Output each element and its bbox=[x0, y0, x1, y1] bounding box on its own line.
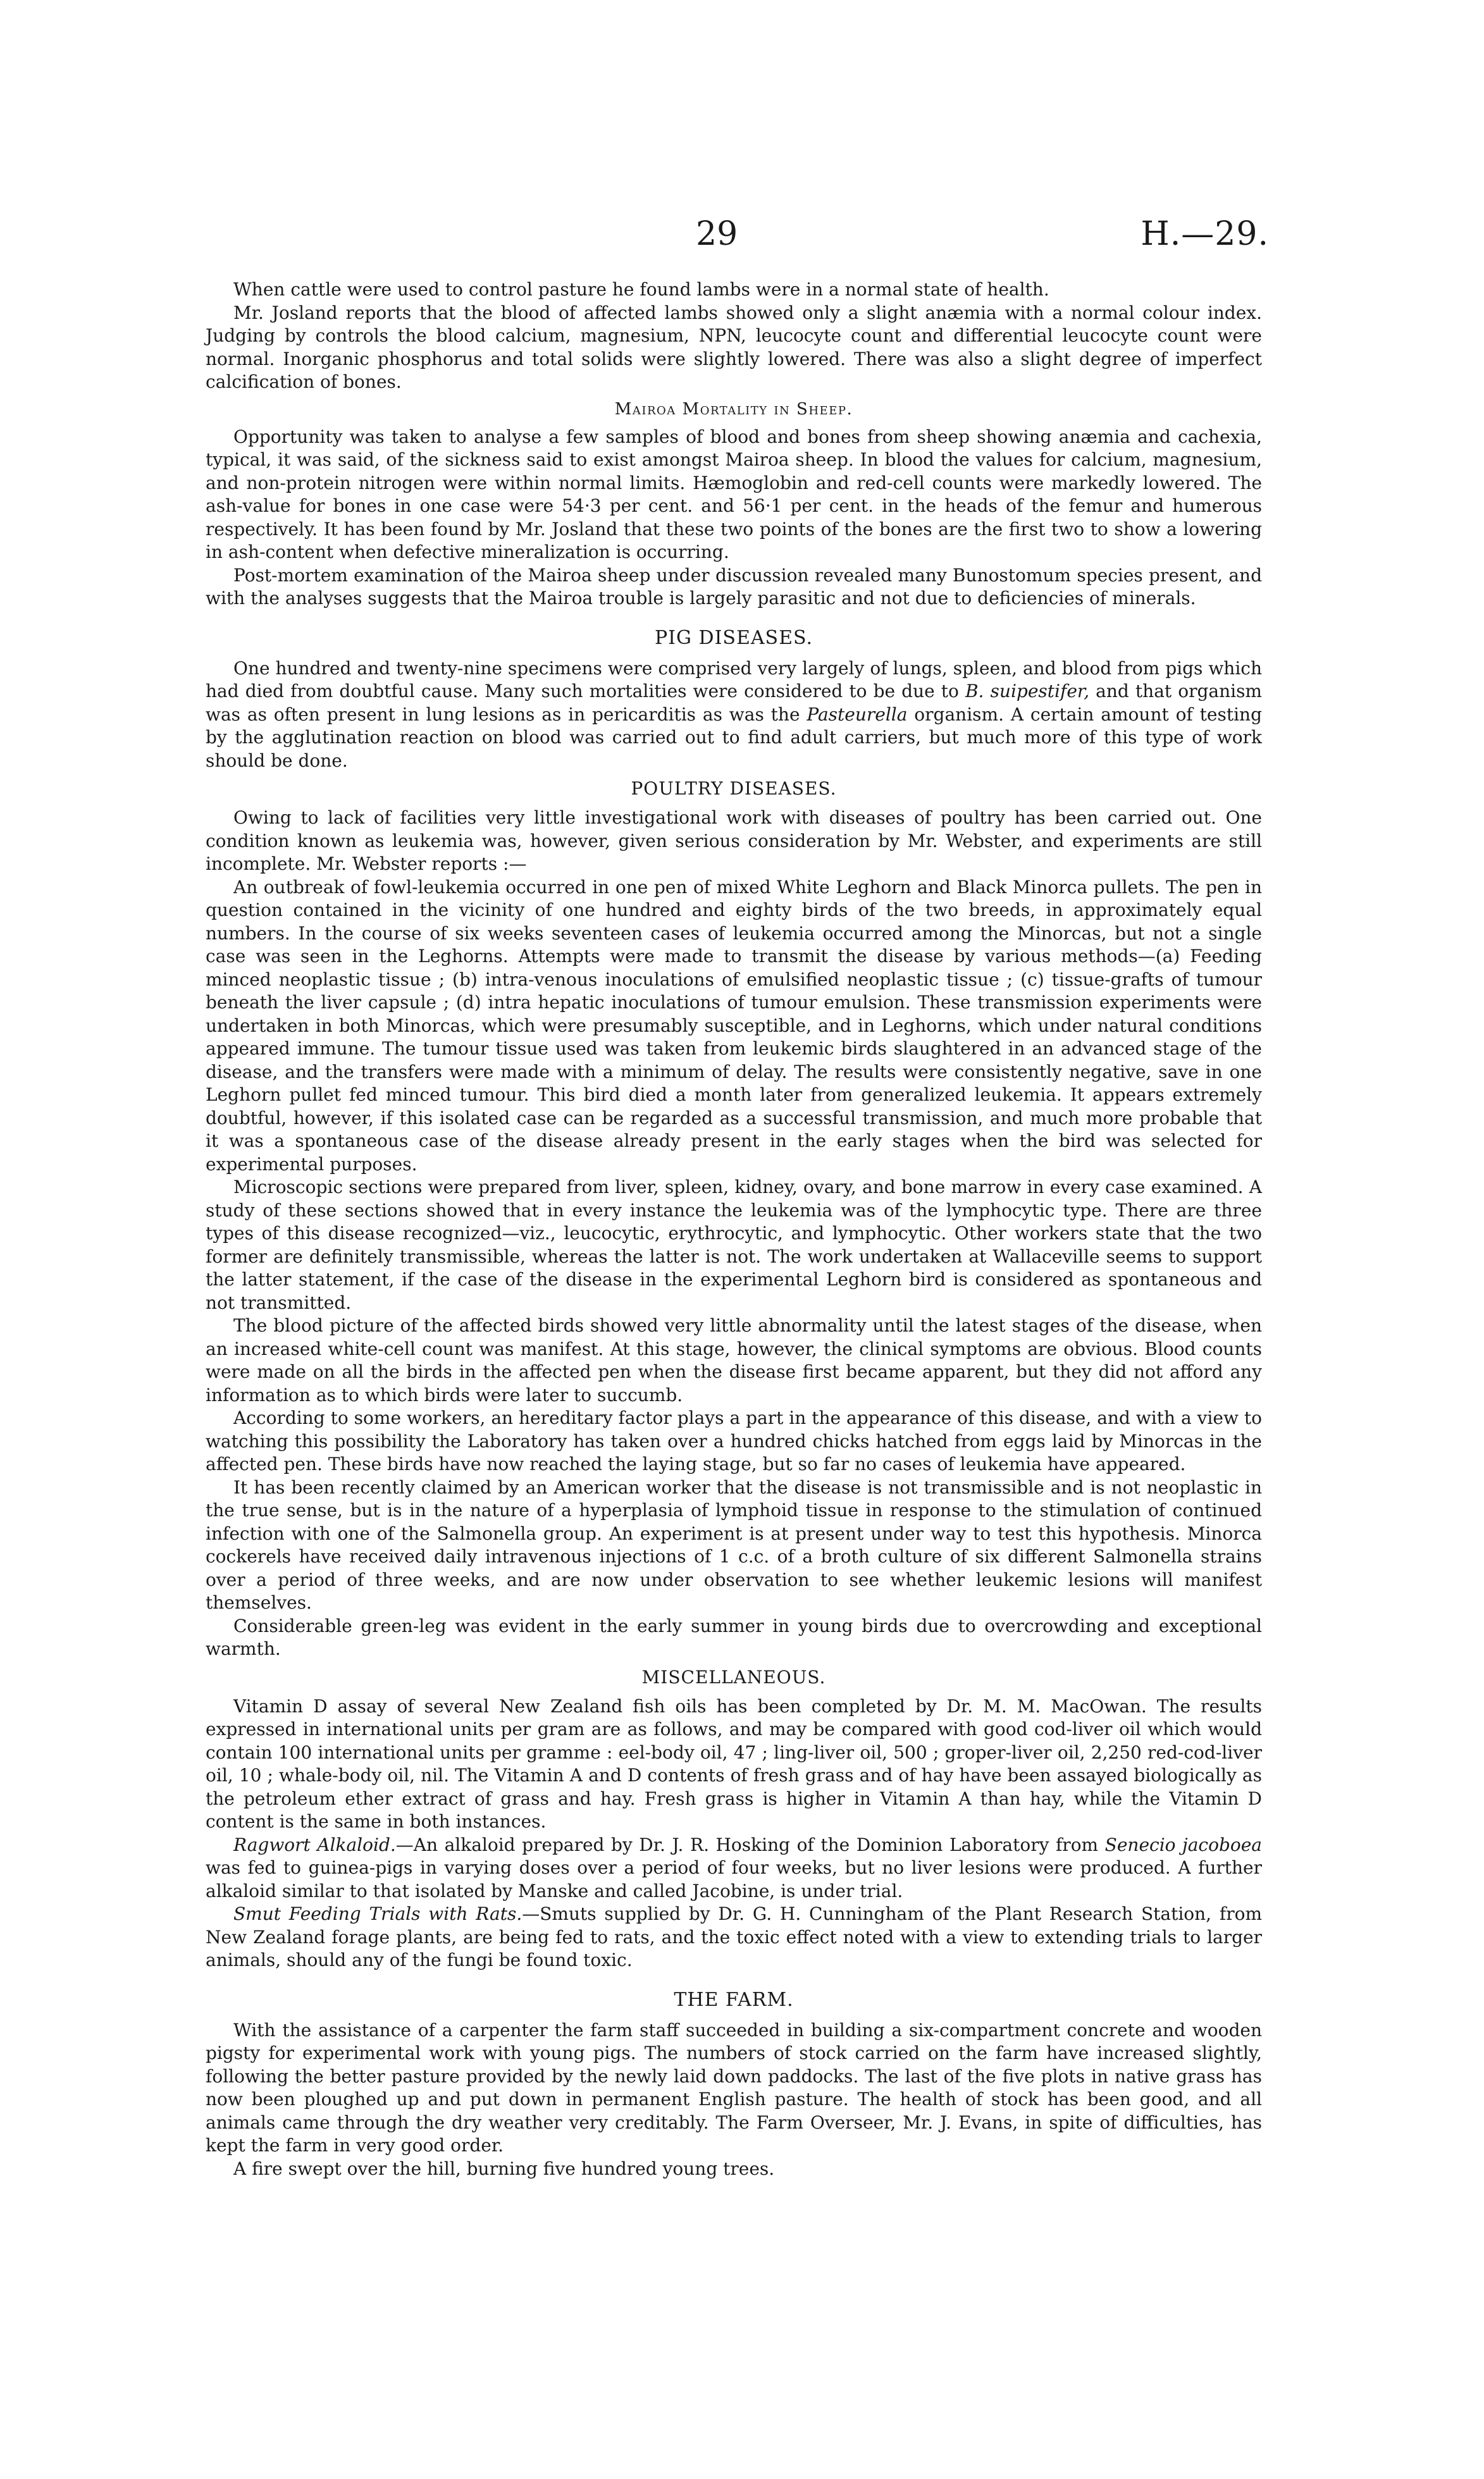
section-heading-pig-diseases: PIG DISEASES. bbox=[654, 626, 813, 649]
text-run: organism. A certain amount of testing by the agglutination reaction on blood was carried out to find adult carriers, but much more of this type of work should be done. bbox=[206, 703, 1262, 771]
text-run: (a) Feeding minced neoplastic tissue ; (b) intra-venous inoculations of emulsified neoplastic tissue ; (c) tissue-grafts of tumour beneath the liver capsule ; (d) intra hepatic inoculations of tumour emulsion. These transmission experiments were undertaken in both Minorcas, which were presumably susceptible, and in Leghorns, which under natural conditions appeared immune. The tumour tissue used was taken from leukemic birds slaughtered in an advanced stage of the disease, and the transfers were made with a minimum of delay. The results were consistently negative, save in one Leghorn pullet fed minced tumour. This bird died a month later from generalized leukemia. It appears extremely doubtful, however, if this isolated case can be regarded as a successful transmission, and much more probable that it was a spontaneous case of the disease already present in the early stages when the bird was selected for experimental purposes. bbox=[206, 946, 1262, 1175]
text-run: One hundred and twenty-nine specimens were comprised very largely of lungs, spleen, and blood from pigs which had died from doubtful cause. Many such mortalities were considered to be due to bbox=[206, 657, 1262, 702]
paragraph: Owing to lack of facilities very little investigational work with diseases of poultry has been carried out. One condition known as leukemia was, however, given serious consideration by Mr. Webster, and experiments are still incomplete. Mr. Webster reports :— bbox=[206, 807, 1262, 874]
paragraph bbox=[206, 1903, 1262, 1972]
text-run: —Smuts supplied by Dr. G. H. Cunningham of the Plant Research Station, from New Zealand forage plants, are being fed to rats, and the toxic effect noted with a view to extending trials to larger animals, should any of the fungi be found toxic. bbox=[206, 1903, 1263, 1970]
italic-run: Pasteurella bbox=[807, 703, 908, 725]
page-reference: H.—29. bbox=[1141, 215, 1269, 253]
paragraph: Considerable green-leg was evident in the early summer in young birds due to overcrowding and exceptional warmth. bbox=[206, 1615, 1262, 1659]
text-run: An outbreak of fowl-leukemia occurred in one pen of mixed White Leghorn and Black Minorca pullets. The pen in question contained in the vicinity of one hundred and eighty birds of the two breeds, in approximately equal numbers. In the course of six weeks seventeen cases of leukemia occurred among the Minorcas, but not a single case was seen in the Leghorns. Attempts were made to transmit the disease by various methods— bbox=[206, 876, 1262, 967]
paragraph bbox=[206, 1834, 1262, 1903]
paragraph: According to some workers, an hereditary factor plays a part in the appearance of this disease, and with a view to watching this possibility the Laboratory has taken over a hundred chicks hatched from eggs laid by Minorcas in the affected pen. These birds have now reached the laying stage, but so far no cases of leukemia have appeared. bbox=[206, 1407, 1262, 1474]
section-heading-mairoa: Mairoa Mortality in Sheep. bbox=[614, 399, 853, 419]
paragraph: Opportunity was taken to analyse a few samples of blood and bones from sheep showing anæmia and cachexia, typical, it was said, of the sickness said to exist amongst Mairoa sheep. In blood the values for calcium, magnesium, and non-protein nitrogen were within normal limits. Hæmoglobin and red-cell counts were markedly lowered. The ash-value for bones in one case were 54·3 per cent. and 56·1 per cent. in the heads of the femur and humerous respectively. It has been found by Mr. Josland that these two points of the bones are the first two to show a lowering in ash-content when defective mineralization is occurring. bbox=[206, 426, 1262, 562]
section-heading-the-farm: THE FARM. bbox=[674, 1988, 794, 2011]
paragraph: Post-mortem examination of the Mairoa sheep under discussion revealed many Bunostomum species present, and with the analyses suggests that the Mairoa trouble is largely parasitic and not due to deficiencies of minerals. bbox=[206, 564, 1262, 609]
italic-run: Senecio jacoboea bbox=[1104, 1834, 1263, 1855]
paragraph: When cattle were used to control pasture he found lambs were in a normal state of health. bbox=[233, 279, 1049, 300]
italic-run: B. suipestifer, bbox=[965, 681, 1090, 702]
paragraph bbox=[206, 657, 1262, 773]
paragraph: With the assistance of a carpenter the farm staff succeeded in building a six-compartment concrete and wooden pigsty for experimental work with young pigs. The numbers of stock carried on the farm have increased slightly, following the better pasture provided by the newly laid down paddocks. The last of the five plots in native grass has now been ploughed up and put down in permanent English pasture. The health of stock has been good, and all animals came through the dry weather very creditably. The Farm Overseer, Mr. J. Evans, in spite of difficulties, has kept the farm in very good order. bbox=[206, 2019, 1262, 2156]
text-run: —An alkaloid prepared by Dr. J. R. Hosking of the Dominion Laboratory from bbox=[395, 1834, 1105, 1855]
paragraph: Vitamin D assay of several New Zealand fish oils has been completed by Dr. M. M. MacOwan. The results expressed in international units per gram are as follows, and may be compared with good cod-liver oil which would contain 100 international units per gramme : eel-body oil, 47 ; ling-liver oil, 500 ; groper-liver oil, 2,250 red-cod-liver oil, 10 ; whale-body oil, nil. The Vitamin A and D contents of fresh grass and of hay have been assayed biologically as the petroleum ether extract of grass and hay. Fresh grass is higher in Vitamin A than hay, while the Vitamin D content is the same in both instances. bbox=[206, 1695, 1262, 1832]
document-body bbox=[206, 278, 1262, 2180]
paragraph: Mr. Josland reports that the blood of affected lambs showed only a slight anæmia with a normal colour index. Judging by controls the blood calcium, magnesium, NPN, leucocyte count and differential leucocyte count were normal. Inorganic phosphorus and total solids were slightly lowered. There was also a slight degree of imperfect calcification of bones. bbox=[206, 302, 1262, 392]
section-heading-poultry-diseases: POULTRY DISEASES. bbox=[631, 778, 837, 799]
paragraph: A fire swept over the hill, burning five hundred young trees. bbox=[233, 2158, 775, 2179]
italic-run: Ragwort Alkaloid. bbox=[233, 1834, 396, 1855]
page-number: 29 bbox=[696, 215, 738, 253]
paragraph: Microscopic sections were prepared from liver, spleen, kidney, ovary, and bone marrow in every case examined. A study of these sections showed that in every instance the leukemia was of the lymphocytic type. There are three types of this disease recognized—viz., leucocytic, erythrocytic, and lymphocytic. Other workers state that the two former are definitely transmissible, whereas the latter is not. The work undertaken at Wallaceville seems to support the latter statement, if the case of the disease in the experimental Leghorn bird is considered as spontaneous and not transmitted. bbox=[206, 1177, 1262, 1313]
text-run: was fed to guinea-pigs in varying doses over a period of four weeks, but no liver lesions were produced. A further alkaloid similar to that isolated by Manske and called Jacobine, is under trial. bbox=[206, 1857, 1262, 1901]
paragraph bbox=[206, 876, 1262, 1177]
italic-run: Smut Feeding Trials with Rats. bbox=[233, 1903, 522, 1924]
paragraph: It has been recently claimed by an American worker that the disease is not transmissible and is not neoplastic in the true sense, but is in the nature of a hyperplasia of lymphoid tissue in response to the stimulation of continued infection with one of the Salmonella group. An experiment is at present under way to test this hypothesis. Minorca cockerels have received daily intravenous injections of 1 c.c. of a broth culture of six different Salmonella strains over a period of three weeks, and are now under observation to see whether leukemic lesions will manifest themselves. bbox=[206, 1476, 1262, 1613]
paragraph: The blood picture of the affected birds showed very little abnormality until the latest stages of the disease, when an increased white-cell count was manifest. At this stage, however, the clinical symptoms are obvious. Blood counts were made on all the birds in the affected pen when the disease first became apparent, but they did not afford any information as to which birds were later to succumb. bbox=[206, 1315, 1262, 1406]
text-run: and that organism was as often present in lung lesions as in pericarditis as was the bbox=[206, 681, 1262, 725]
section-heading-miscellaneous: MISCELLANEOUS. bbox=[641, 1666, 826, 1688]
